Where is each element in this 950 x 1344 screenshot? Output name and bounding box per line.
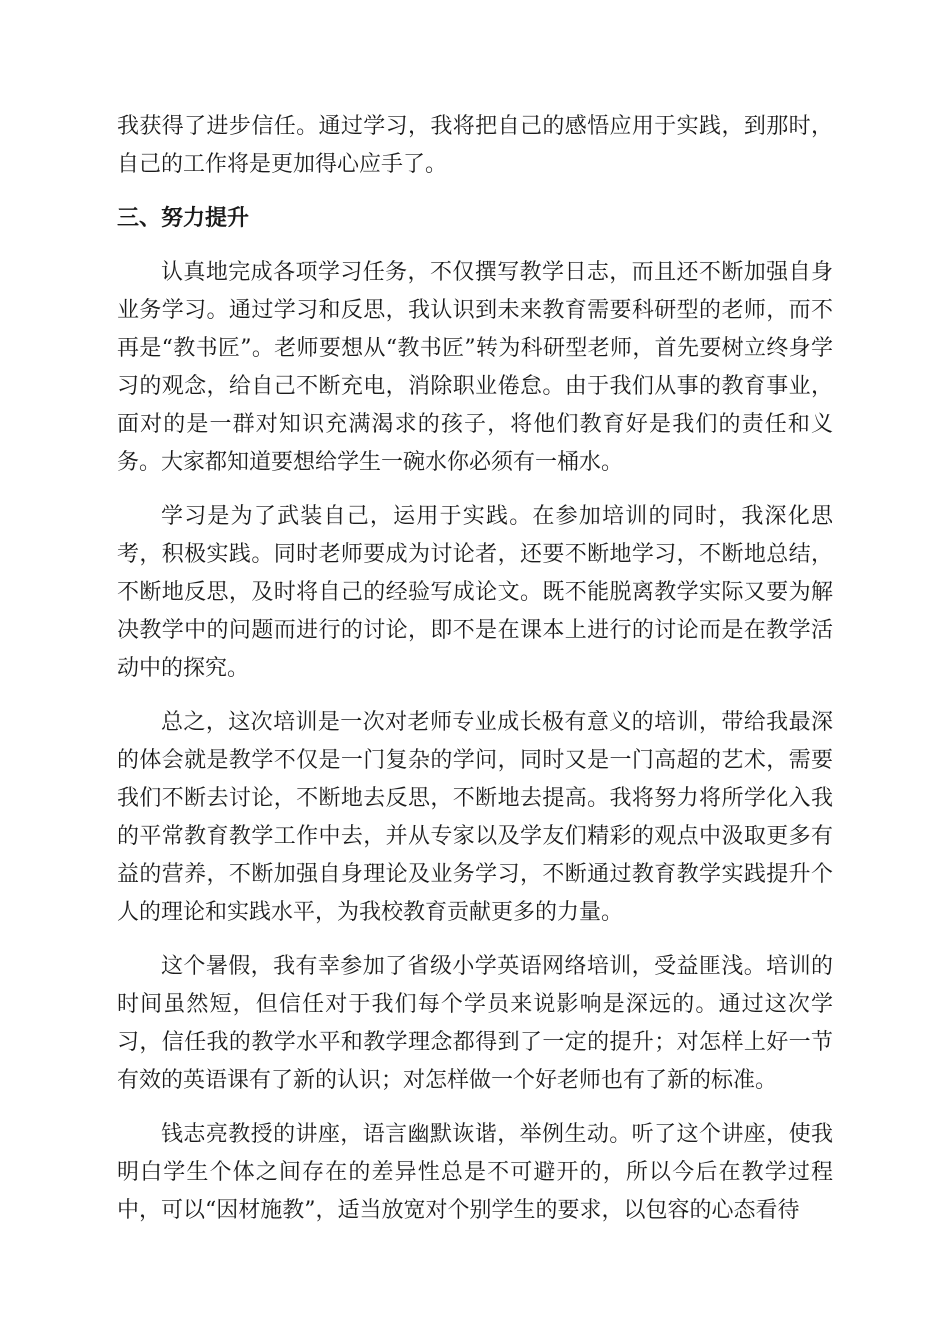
document-body <box>117 108 833 1246</box>
body-paragraph-5: 钱志亮教授的讲座，语言幽默诙谐，举例生动。听了这个讲座，使我明白学生个体之间存在的差异性总是不可避开的，所以今后在教学过程中，可以“因材施教”，适当放宽对个别学生的要求，以包容的心态看待 <box>117 1122 833 1223</box>
section-heading: 三、努力提升 <box>117 206 250 231</box>
lead-paragraph: 我获得了进步信任。通过学习，我将把自己的感悟应用于实践，到那时，自己的工作将是更加得心应手了。 <box>117 114 833 177</box>
body-paragraph-4: 这个暑假，我有幸参加了省级小学英语网络培训，受益匪浅。培训的时间虽然短，但信任对于我们每个学员来说影响是深远的。通过这次学习，信任我的教学水平和教学理念都得到了一定的提升；对怎样上好一节有效的英语课有了新的认识；对怎样做一个好老师也有了新的标准。 <box>117 954 833 1093</box>
body-paragraph-1: 认真地完成各项学习任务，不仅撰写教学日志，而且还不断加强自身业务学习。通过学习和反思，我认识到未来教育需要科研型的老师，而不再是“教书匠”。老师要想从“教书匠”转为科研型老师，首先要树立终身学习的观念，给自己不断充电，消除职业倦怠。由于我们从事的教育事业，面对的是一群对知识充满渴求的孩子，将他们教育好是我们的责任和义务。大家都知道要想给学生一碗水你必须有一桶水。 <box>117 260 833 475</box>
body-paragraph-2: 学习是为了武装自己，运用于实践。在参加培训的同时，我深化思考，积极实践。同时老师要成为讨论者，还要不断地学习，不断地总结，不断地反思，及时将自己的经验写成论文。既不能脱离教学实际又要为解决教学中的问题而进行的讨论，即不是在课本上进行的讨论而是在教学活动中的探究。 <box>117 504 833 681</box>
body-paragraph-3: 总之，这次培训是一次对老师专业成长极有意义的培训，带给我最深的体会就是教学不仅是一门复杂的学问，同时又是一门高超的艺术，需要我们不断去讨论，不断地去反思，不断地去提高。我将努力将所学化入我的平常教育教学工作中去，并从专家以及学友们精彩的观点中汲取更多有益的营养，不断加强自身理论及业务学习，不断通过教育教学实践提升个人的理论和实践水平，为我校教育贡献更多的力量。 <box>117 710 833 925</box>
